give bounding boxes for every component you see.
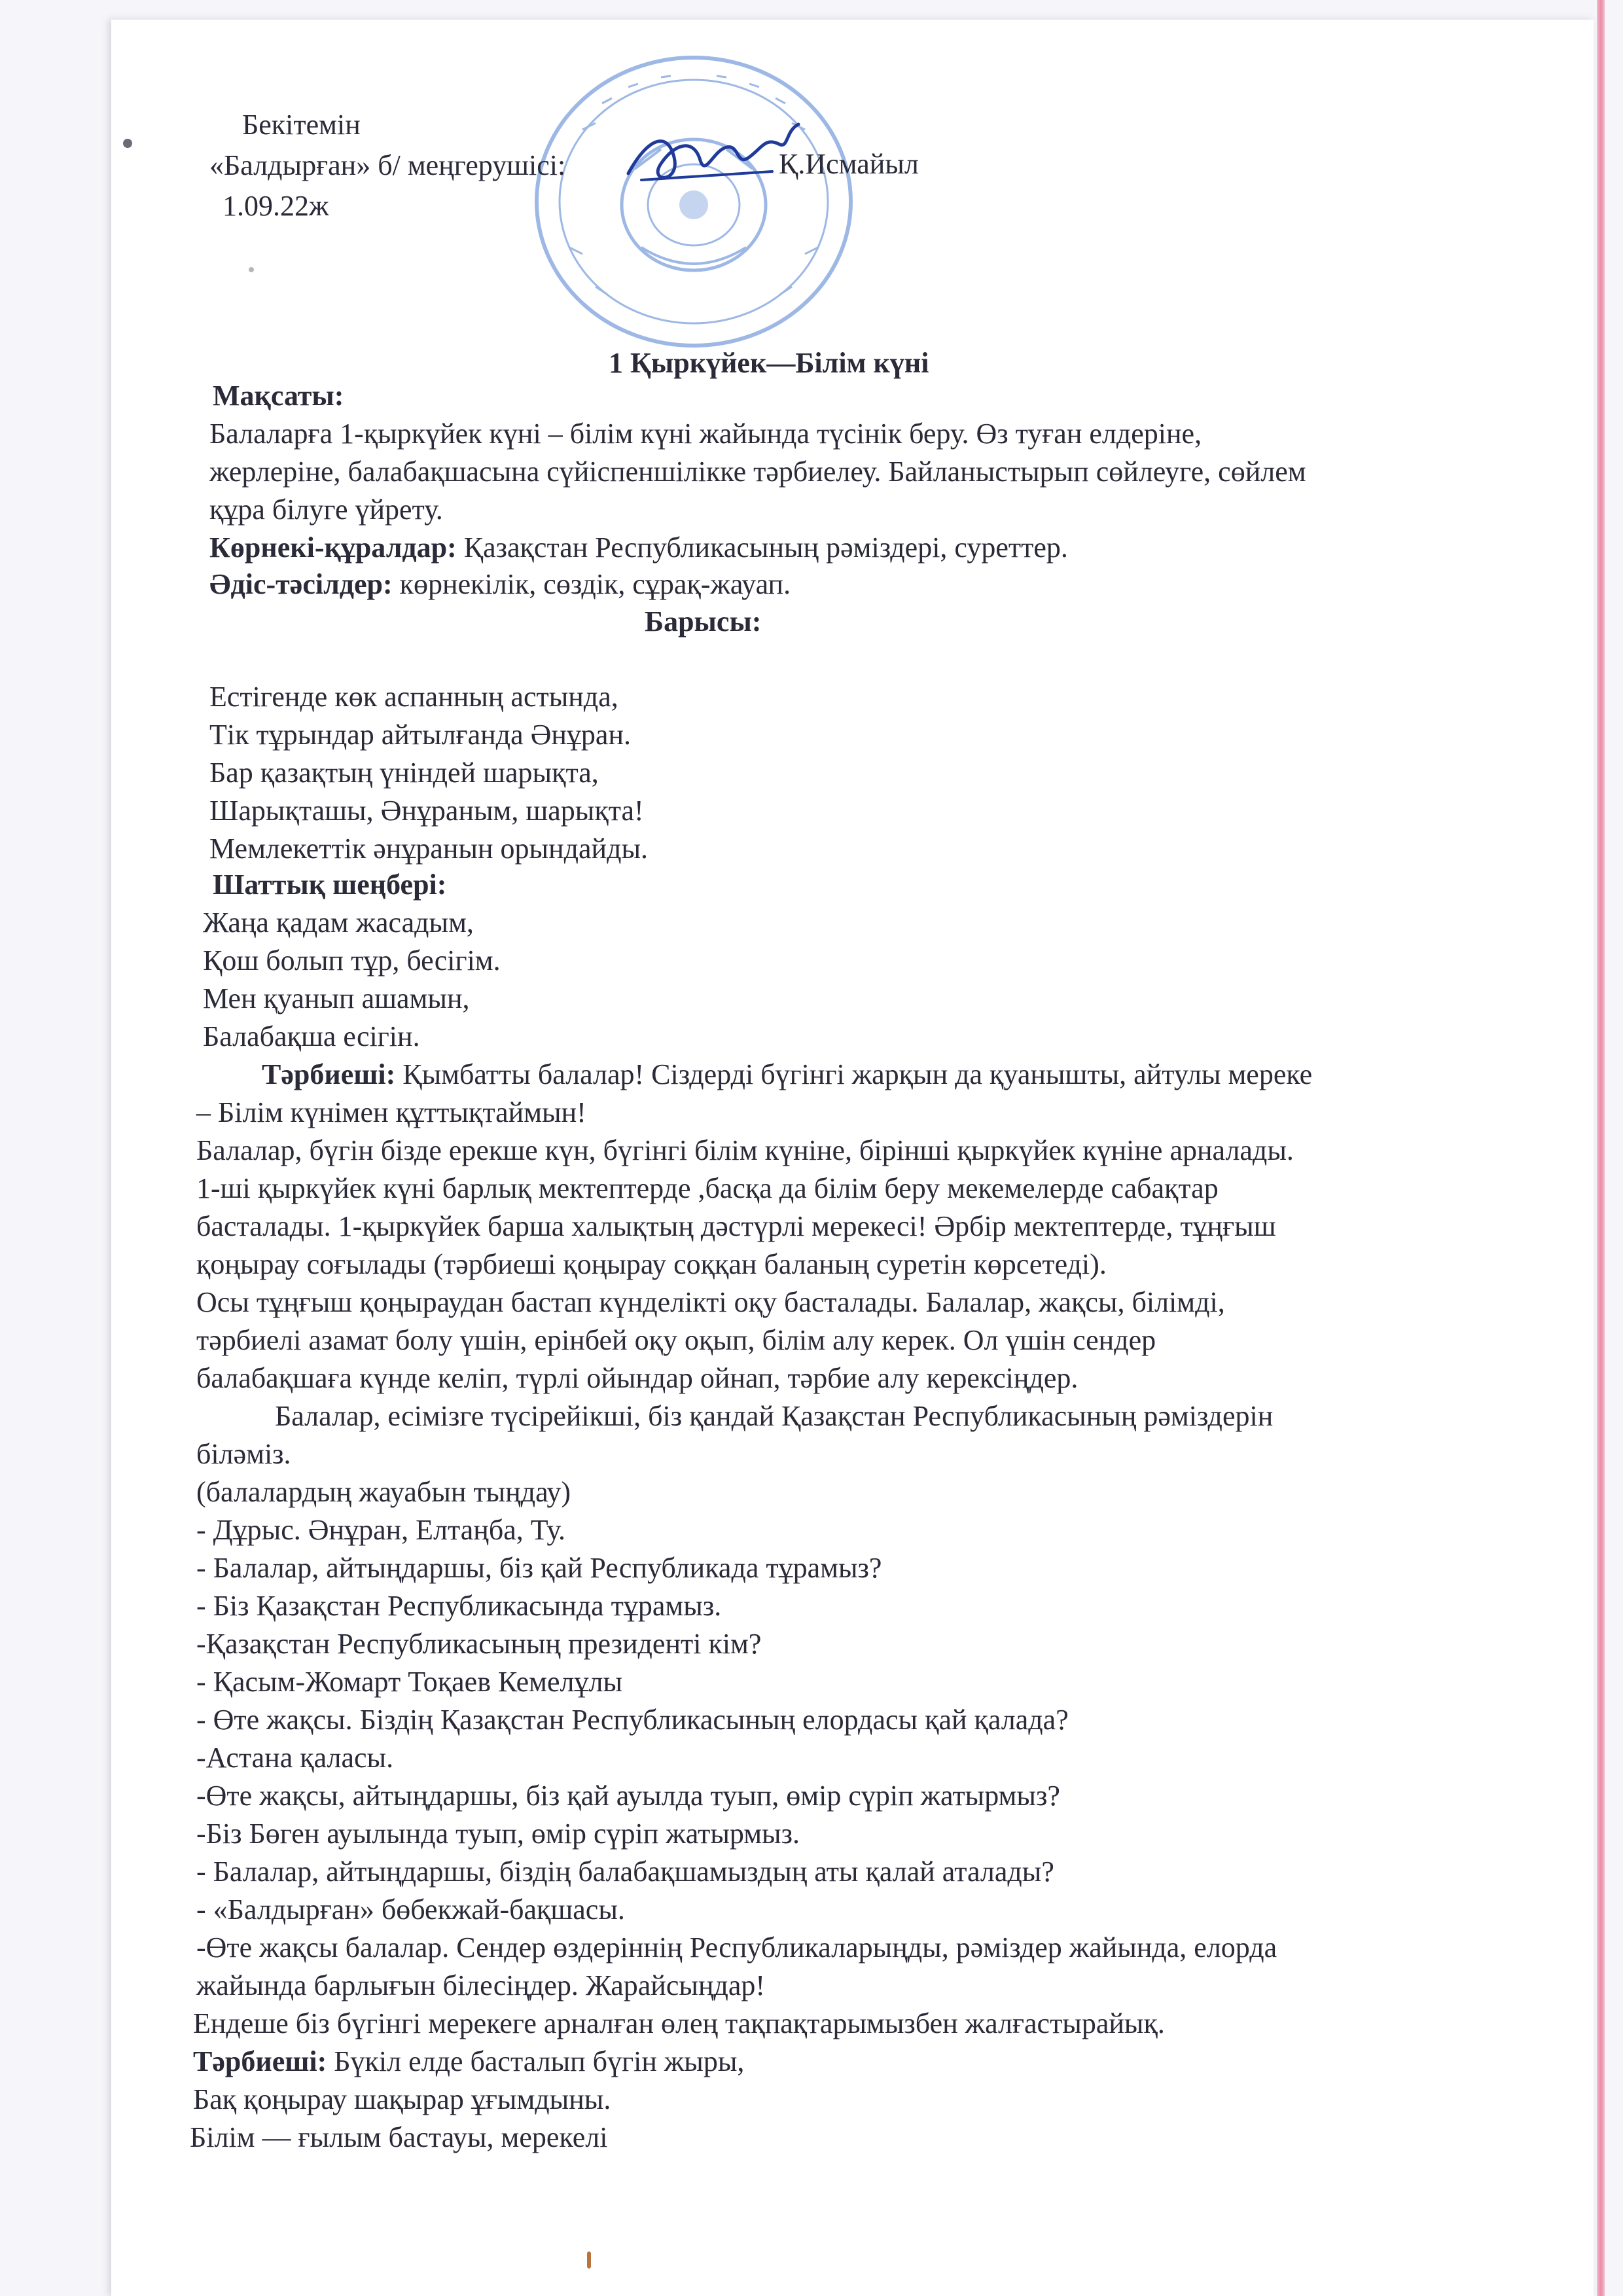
closing-teacher-label: Тәрбиеші: — [193, 2045, 327, 2077]
goal-line: жерлеріне, балабақшасына сүйіспеншілікке тәрбиелеу. Байланыстырып сөйлеуге, сөйлем — [209, 456, 1306, 488]
circle-line: Балабақша есігін. — [203, 1020, 420, 1052]
closing-line: Бақ қоңырау шақырар ұғымдыны. — [193, 2083, 611, 2115]
speck — [249, 267, 254, 272]
lesson-title: 1 Қыркүйек—Білім күні — [609, 347, 929, 379]
teacher-intro-text: Қымбатты балалар! Сіздерді бүгінгі жарқын да қуанышты, айтулы мереке — [395, 1058, 1313, 1090]
teacher-label: Тәрбиеші: — [262, 1058, 396, 1090]
visual-aids-label: Көрнекі-құралдар: — [209, 531, 457, 564]
teacher-intro-line — [262, 1055, 1312, 1094]
circle-heading: Шаттық шеңбері: — [213, 869, 447, 901]
body-line: балабақшаға күнде келіп, түрлі ойындар ойнап, тәрбие алу керексіңдер. — [196, 1362, 1079, 1394]
circle-line: Жаңа қадам жасадым, — [203, 906, 474, 939]
dialog-line: - «Балдырған» бөбекжай-бақшасы. — [196, 1893, 625, 1926]
methods-text: көрнекілік, сөздік, сұрақ-жауап. — [392, 568, 791, 600]
circle-line: Қош болып тұр, бесігім. — [203, 944, 501, 977]
body-line: тәрбиелі азамат болу үшін, ерінбей оқу оқып, білім алу керек. Ол үшін сендер — [196, 1324, 1156, 1356]
progress-heading: Барысы: — [645, 605, 762, 637]
dialog-line: -Өте жақсы, айтыңдаршы, біз қай ауылда туып, өмір сүріп жатырмыз? — [196, 1780, 1060, 1812]
anthem-line: Естігенде көк аспанның астында, — [209, 681, 618, 713]
methods-label: Әдіс-тәсілдер: — [209, 568, 393, 600]
body-line: 1-ші қыркүйек күні барлық мектептерде ,басқа да білім беру мекемелерде сабақтар — [196, 1172, 1219, 1204]
goal-line: Балаларға 1-қыркүйек күні – білім күні жайында түсінік беру. Өз туған елдеріне, — [209, 418, 1202, 450]
closing-teacher-line — [193, 2042, 744, 2081]
dialog-line: - Дұрыс. Әнұран, Елтаңба, Ту. — [196, 1514, 566, 1546]
dialog-line: - Өте жақсы. Біздің Қазақстан Республикасының елордасы қай қалада? — [196, 1704, 1069, 1736]
page-mark — [587, 2251, 591, 2269]
closing-teacher-text: Бүкіл елде басталып бүгін жыры, — [327, 2045, 745, 2077]
dialog-line: жайында барлығын білесіңдер. Жарайсыңдар! — [196, 1969, 766, 2001]
dialog-line: -Қазақстан Республикасының президенті кім? — [196, 1628, 762, 1660]
dialog-line: - Балалар, айтыңдаршы, біз қай Республикада тұрамыз? — [196, 1552, 882, 1584]
dialog-line: -Өте жақсы балалар. Сендер өздеріннің Республикаларыңды, рәміздер жайында, елорда — [196, 1931, 1277, 1964]
visual-aids-text: Қазақстан Республикасының рәміздері, суреттер. — [456, 531, 1068, 564]
dialog-line: - Қасым-Жомарт Тоқаев Кемелұлы — [196, 1666, 623, 1698]
approval-date: 1.09.22ж — [223, 190, 329, 222]
approve-label: Бекітемін — [242, 109, 361, 141]
handwritten-signature — [622, 111, 805, 203]
symbols-question: Балалар, есімізге түсірейікші, біз қандай Қазақстан Республикасының рәміздерін — [275, 1400, 1274, 1432]
goal-line: құра білуге үйрету. — [209, 493, 443, 526]
page-edge-red-stripe — [1597, 0, 1605, 2296]
body-line: басталады. 1-қыркүйек барша халықтың дәстүрлі мерекесі! Әрбір мектептерде, тұңғыш — [196, 1210, 1276, 1242]
anthem-line: Шарықташы, Әнұраным, шарықта! — [209, 795, 644, 827]
dialog-line: Ендеше біз бүгінгі мерекеге арналған өлең тақпақтарымызбен жалғастырайық. — [193, 2007, 1165, 2039]
punch-hole — [123, 139, 132, 148]
approval-block — [209, 105, 565, 226]
goal-heading: Мақсаты: — [213, 380, 344, 412]
body-line: қоңырау соғылады (тәрбиеші қоңырау соққан баланың суретін көрсетеді). — [196, 1248, 1107, 1280]
dialog-line: -Біз Бөген ауылында туып, өмір сүріп жатырмыз. — [196, 1818, 800, 1850]
head-position: «Балдырған» б/ меңгерушісі: — [209, 149, 566, 181]
dialog-line: - Біз Қазақстан Республикасында тұрамыз. — [196, 1590, 722, 1622]
anthem-line: Мемлекеттік әнұранын орындайды. — [209, 833, 649, 865]
anthem-line: Тік тұрындар айтылғанда Әнұран. — [209, 719, 631, 751]
body-line: – Білім күнімен құттықтаймын! — [196, 1096, 586, 1128]
director-name: Қ.Исмайыл — [779, 148, 919, 180]
dialog-line: (балалардың жауабын тыңдау) — [196, 1476, 571, 1508]
anthem-line: Бар қазақтың үніндей шарықта, — [209, 757, 599, 789]
visual-aids-line — [209, 528, 1068, 567]
body-line: Балалар, бүгін бізде ерекше күн, бүгінгі білім күніне, бірінші қыркүйек күніне арналады. — [196, 1134, 1294, 1166]
dialog-line: біләміз. — [196, 1438, 291, 1470]
circle-line: Мен қуанып ашамын, — [203, 982, 470, 1014]
dialog-line: - Балалар, айтыңдаршы, біздің балабақшамыздың аты қалай аталады? — [196, 1856, 1054, 1888]
closing-line: Білім — ғылым бастауы, мерекелі — [190, 2121, 608, 2153]
body-line: Осы тұңғыш қоңыраудан бастап күнделікті оқу басталады. Балалар, жақсы, білімді, — [196, 1286, 1225, 1318]
dialog-line: -Астана қаласы. — [196, 1742, 394, 1774]
methods-line — [209, 565, 791, 604]
